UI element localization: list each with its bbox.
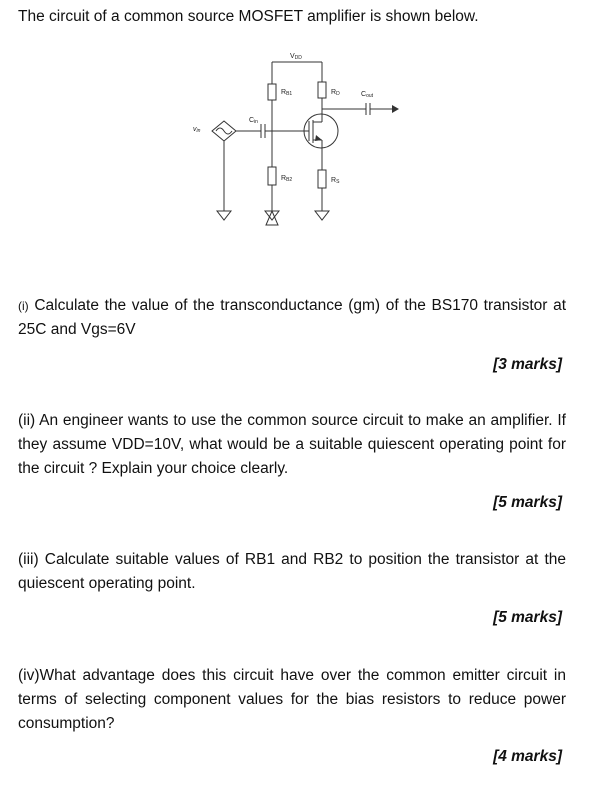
ground-icon (315, 211, 329, 220)
question-number: (i) (18, 299, 29, 313)
question-4 (18, 664, 566, 736)
question-2 (18, 409, 566, 481)
circuit-diagram (0, 0, 614, 240)
rd-resistor (318, 82, 326, 98)
marks-label: [5 marks] (493, 494, 562, 511)
rb2-label: RB2 (281, 175, 293, 183)
marks-label: [3 marks] (493, 356, 562, 373)
intro-text: The circuit of a common source MOSFET amplifier is shown below. (18, 8, 479, 25)
question-text: What advantage does this circuit have over the common emitter circuit in terms of selecting component values for the bias resistors to reduce power consumption? (18, 667, 566, 732)
cin-label: Cin (249, 117, 258, 125)
marks-label: [5 marks] (493, 609, 562, 626)
rb1-label: RB1 (281, 89, 293, 97)
rb2-resistor (268, 167, 276, 185)
rd-label: RD (331, 89, 340, 97)
question-text: An engineer wants to use the common source circuit to make an amplifier. If they assume VDD=10V, what would be a suitable quiescent operating point for the circuit ? Explain your choice clearly. (18, 412, 566, 477)
cout-label: Cout (361, 91, 374, 99)
marks-label: [4 marks] (493, 748, 562, 765)
question-text: Calculate suitable values of RB1 and RB2 to position the transistor at the quiescent operating point. (18, 551, 566, 592)
question-text: Calculate the value of the transconductance (gm) of the BS170 transistor at 25C and Vgs=6V (18, 297, 566, 338)
question-3 (18, 548, 566, 596)
output-arrow (392, 105, 399, 113)
question-number: (iii) (18, 551, 39, 568)
question-number: (iv) (18, 667, 40, 684)
question-1 (18, 294, 566, 342)
ground-icon (265, 211, 279, 220)
ground-icon (217, 211, 231, 220)
vin-label: vin (193, 126, 201, 134)
question-number: (ii) (18, 412, 36, 429)
rs-label: RS (331, 177, 340, 185)
rs-resistor (318, 170, 326, 188)
vdd-label: VDD (290, 53, 302, 61)
rb1-resistor (268, 84, 276, 100)
